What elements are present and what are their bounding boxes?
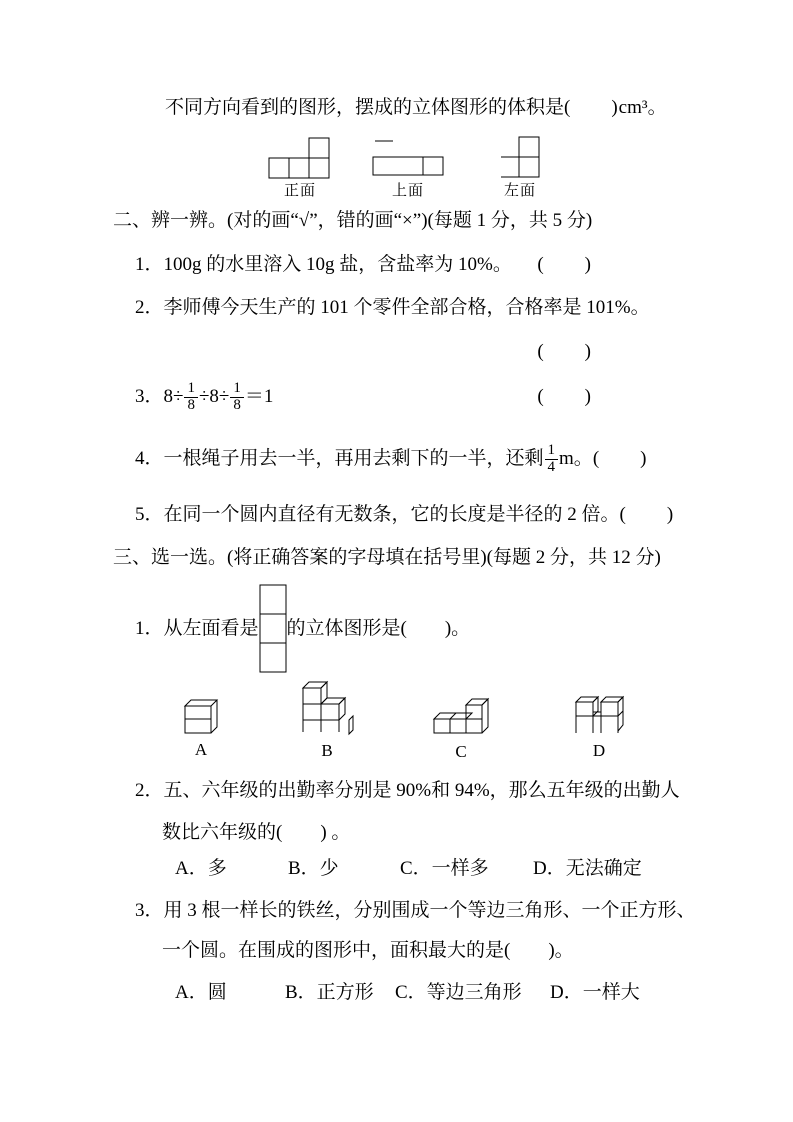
question-volume-body: 不同方向看到的图形，摆成的立体图形的体积是 [165,97,565,118]
item-number: 1． [135,254,164,275]
choice-q3-line2: 一个圆。在围成的图形中，面积最大的是( )。 [162,940,574,961]
fraction-numerator: 1 [184,381,198,398]
q3-option-c: C．等边三角形 [395,982,522,1003]
fraction-one-eighth [230,381,244,414]
q1-post-text: 的立体图形是( )。 [286,618,471,640]
tf-item-1 [135,252,592,277]
left-view-label: 左面 [503,183,536,199]
q2-option-a: A．多 [175,858,227,879]
top-view-figure-block [372,136,444,202]
item-statement: 在同一个圆内直径有无数条，它的长度是半径的 2 倍。 [163,504,620,525]
option-d-letter: D [592,741,606,760]
item-number: 4． [135,448,164,470]
q2-option-d: D．无法确定 [533,858,642,879]
option-a-block [181,697,221,761]
answer-paren: ( ) [537,386,592,408]
q3-option-d: D．一样大 [550,982,640,1003]
option-d-cubes-figure [574,692,624,736]
left-view-figure-block [500,136,540,202]
top-view-figure [372,136,444,180]
question-volume-text [165,95,667,120]
fraction-numerator: 1 [545,443,559,460]
answer-paren: ( ) [537,341,592,362]
tf-item-2 [135,295,650,320]
item-number: 5． [135,504,164,525]
option-a-letter: A [194,740,208,759]
formula-part: 8÷ [163,386,184,408]
tf-item-4-text [135,443,593,476]
top-view-label: 上面 [391,183,424,199]
choice-q3-line1 [135,898,696,923]
tf-item-4 [135,436,648,482]
item-statement-unit: m。 [559,448,593,470]
item-number: 1． [135,618,164,640]
q2-option-c: C．一样多 [400,858,489,879]
item-statement: 100g 的水里溶入 10g 盐，含盐率为 10%。 [163,254,512,275]
fraction-one-eighth [184,381,198,414]
tf-item-5 [135,502,675,527]
item-number: 3． [135,386,164,408]
choice-q1 [135,584,470,674]
option-c-letter: C [455,742,467,761]
option-d-block [573,692,625,762]
fraction-denominator: 4 [547,458,556,475]
tf-item-5-text [135,502,620,527]
left-view-figure [500,136,540,180]
answer-paren: ( ) [537,254,592,275]
q2-option-b: B．少 [288,858,339,879]
formula-part: ÷8÷ [198,386,230,408]
formula-part: ＝1 [244,386,274,408]
column-of-three-squares-figure [259,584,287,674]
option-c-block [431,697,491,763]
item-statement: 李师傅今天生产的 101 个零件全部合格，合格率是 101%。 [163,297,650,318]
fraction-numerator: 1 [230,381,244,398]
fraction-denominator: 8 [187,396,195,413]
fraction-one-quarter [545,443,559,476]
q2-text-line1: 五、六年级的出勤率分别是 90%和 94%，那么五年级的出勤人 [163,780,680,801]
front-view-figure-block [268,136,332,202]
q3-option-a: A．圆 [175,982,227,1003]
tf-item-3 [135,374,592,420]
unit-cm3: cm³。 [618,97,667,118]
choice-q2-line1 [135,778,680,803]
answer-paren: ( ) [592,448,648,470]
section2-title: 二、辨一辨。(对的画“√”，错的画“×”)(每题 1 分，共 5 分) [113,210,593,231]
item-number: 2． [135,780,164,801]
option-b-block [298,680,356,762]
option-b-cubes-figure [299,680,355,736]
front-view-label: 正面 [283,183,316,199]
option-b-letter: B [321,741,333,760]
item-number: 3． [135,900,164,921]
front-view-figure [268,136,332,180]
answer-paren: ( ) [619,504,675,525]
fraction-denominator: 8 [233,396,241,413]
tf-item-3-formula [135,381,273,414]
option-a-cubes-figure [182,697,220,735]
item-statement: 一根绳子用去一半，再用去剩下的一半，还剩 [163,448,544,470]
item-number: 2． [135,297,164,318]
tf-item-1-text [135,252,512,277]
answer-blank: ( ) [564,97,619,118]
q3-text-line1: 用 3 根一样长的铁丝，分别围成一个等边三角形、一个正方形、 [163,900,696,921]
section3-title: 三、选一选。(将正确答案的字母填在括号里)(每题 2 分，共 12 分) [113,547,661,568]
option-c-cubes-figure [432,697,490,737]
tf-item-2-paren-row [135,339,592,364]
q1-pre-text: 从左面看是 [163,618,259,640]
q3-option-b: B．正方形 [285,982,374,1003]
choice-q2-line2: 数比六年级的( ) 。 [162,822,351,843]
